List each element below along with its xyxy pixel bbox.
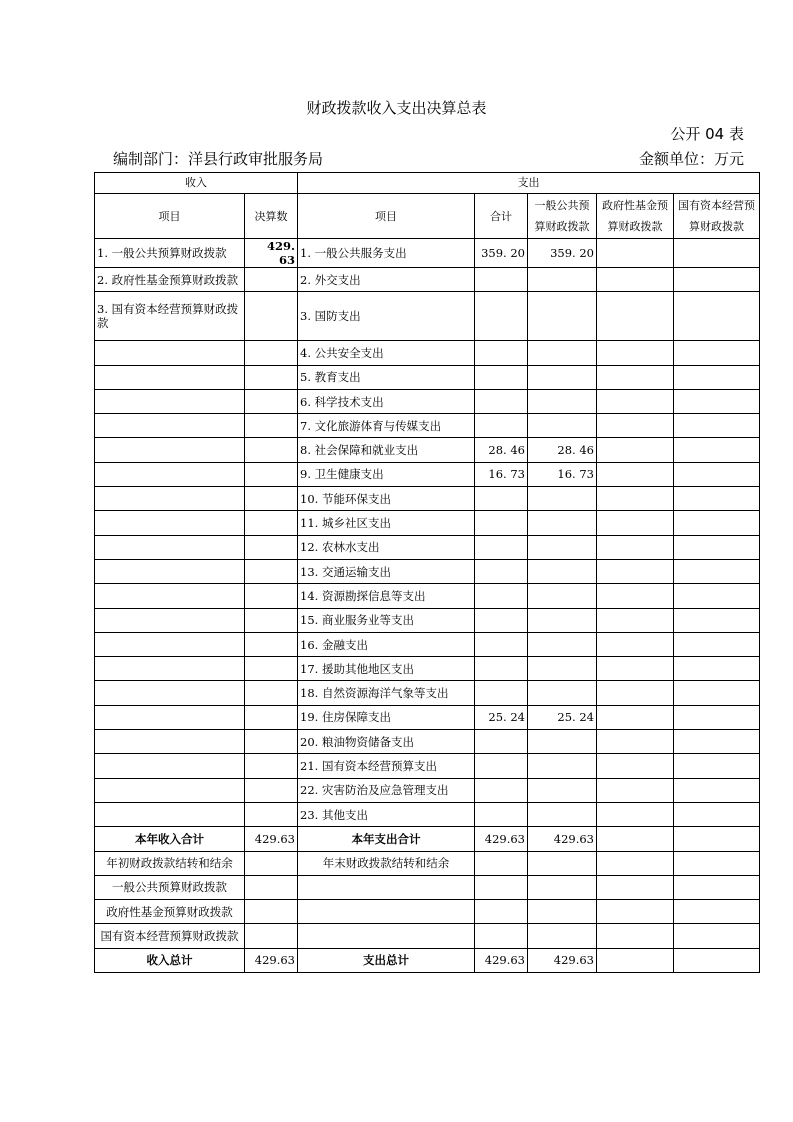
gov-fund-cell <box>597 341 674 365</box>
table-row <box>95 487 760 511</box>
income-amount-cell <box>245 778 298 802</box>
general-budget-cell <box>528 802 597 826</box>
expense-total-cell <box>475 341 528 365</box>
year-expense-total-amount: 429.63 <box>475 827 528 851</box>
gov-fund-cell <box>597 535 674 559</box>
e6 <box>674 875 760 899</box>
e5 <box>597 875 674 899</box>
year-income-total-label: 本年收入合计 <box>95 827 245 851</box>
gov-fund-cell <box>597 584 674 608</box>
gov-fund-cell <box>597 730 674 754</box>
expense-total-cell <box>475 535 528 559</box>
state-capital-cell <box>674 414 760 438</box>
carry-cap <box>674 851 760 875</box>
expense-item-cell: 13. 交通运输支出 <box>298 559 475 583</box>
income-item-cell <box>95 730 245 754</box>
income-item-cell <box>95 487 245 511</box>
grand-income-label: 收入总计 <box>95 948 245 972</box>
expense-item-cell: 11. 城乡社区支出 <box>298 511 475 535</box>
expense-total-cell: 25. 24 <box>475 705 528 729</box>
e5 <box>597 900 674 924</box>
form-number: 公开 04 表 <box>670 125 744 143</box>
gov-fund-cell <box>597 365 674 389</box>
expense-item-cell: 10. 节能环保支出 <box>298 487 475 511</box>
carry-fund <box>597 851 674 875</box>
state-capital-cell <box>674 462 760 486</box>
grand-total-row <box>95 948 760 972</box>
expense-total-cell <box>475 802 528 826</box>
table-row <box>95 730 760 754</box>
state-capital-cell <box>674 365 760 389</box>
carry-out-label: 年末财政拨款结转和结余 <box>298 851 475 875</box>
income-item-cell <box>95 584 245 608</box>
state-capital-cell <box>674 511 760 535</box>
expense-item-cell: 7. 文化旅游体育与传媒支出 <box>298 414 475 438</box>
e2 <box>298 900 475 924</box>
state-capital-cell <box>674 705 760 729</box>
year-income-total-amount: 429.63 <box>245 827 298 851</box>
expense-total-cell <box>475 608 528 632</box>
expense-total-cell: 28. 46 <box>475 438 528 462</box>
state-capital-cell <box>674 730 760 754</box>
e6 <box>674 924 760 948</box>
state-capital-cell <box>674 239 760 268</box>
general-budget-cell <box>528 730 597 754</box>
gov-fund-cell <box>597 239 674 268</box>
e4 <box>528 900 597 924</box>
general-budget-cell: 25. 24 <box>528 705 597 729</box>
year-total-row <box>95 827 760 851</box>
gov-fund-cell <box>597 438 674 462</box>
income-amount-cell <box>245 292 298 341</box>
table-row <box>95 754 760 778</box>
carry-fund-label: 政府性基金预算财政拨款 <box>95 900 245 924</box>
general-budget-cell <box>528 341 597 365</box>
e1 <box>245 900 298 924</box>
state-capital-cell <box>674 778 760 802</box>
income-amount-cell <box>245 802 298 826</box>
income-amount-cell <box>245 389 298 413</box>
expense-total-cell <box>475 268 528 292</box>
general-budget-cell <box>528 778 597 802</box>
table-row <box>95 239 760 268</box>
table-row <box>95 511 760 535</box>
expense-item-cell: 21. 国有资本经营预算支出 <box>298 754 475 778</box>
unit-label: 金额单位：万元 <box>638 150 744 168</box>
income-amount-cell <box>245 705 298 729</box>
carry-capital-label: 国有资本经营预算财政拨款 <box>95 924 245 948</box>
grand-general-total: 429.63 <box>528 948 597 972</box>
state-capital-cell <box>674 657 760 681</box>
gov-fund-cell <box>597 657 674 681</box>
expense-total-cell <box>475 754 528 778</box>
table-row <box>95 292 760 341</box>
income-item-cell <box>95 657 245 681</box>
expense-item-cell: 20. 粮油物资储备支出 <box>298 730 475 754</box>
e2 <box>298 924 475 948</box>
grand-expense-label: 支出总计 <box>298 948 475 972</box>
e4 <box>528 924 597 948</box>
state-capital-cell <box>674 268 760 292</box>
state-capital-cell <box>674 535 760 559</box>
income-item-cell <box>95 705 245 729</box>
state-capital-cell <box>674 292 760 341</box>
expense-item-cell: 12. 农林水支出 <box>298 535 475 559</box>
gov-fund-cell <box>597 559 674 583</box>
income-item-cell <box>95 389 245 413</box>
gov-fund-cell <box>597 292 674 341</box>
gov-fund-cell <box>597 268 674 292</box>
e3 <box>475 900 528 924</box>
state-capital-cell <box>674 754 760 778</box>
expense-total-cell <box>475 559 528 583</box>
table-row <box>95 802 760 826</box>
table-row <box>95 584 760 608</box>
general-budget-cell <box>528 268 597 292</box>
expense-total-cell <box>475 511 528 535</box>
income-item-cell: 2. 政府性基金预算财政拨款 <box>95 268 245 292</box>
carry-total <box>475 851 528 875</box>
state-capital-cell <box>674 559 760 583</box>
expense-item-cell: 23. 其他支出 <box>298 802 475 826</box>
state-capital-header: 国有资本经营预算财政拨款 <box>674 194 760 239</box>
expense-total-cell <box>475 657 528 681</box>
table-row <box>95 365 760 389</box>
expense-total-cell: 359. 20 <box>475 239 528 268</box>
income-item-cell: 3. 国有资本经营预算财政拨款 <box>95 292 245 341</box>
grand-income-amount: 429.63 <box>245 948 298 972</box>
income-amount-cell <box>245 438 298 462</box>
e1 <box>245 924 298 948</box>
grand-expense-total: 429.63 <box>475 948 528 972</box>
state-capital-cell <box>674 802 760 826</box>
income-amount-cell <box>245 632 298 656</box>
gov-fund-cell <box>597 389 674 413</box>
expense-item-cell: 17. 援助其他地区支出 <box>298 657 475 681</box>
budget-table <box>94 172 760 973</box>
department-label: 编制部门：洋县行政审批服务局 <box>113 150 324 168</box>
table-row <box>95 438 760 462</box>
carry-general-row <box>95 875 760 899</box>
income-amount-cell <box>245 462 298 486</box>
e6 <box>674 900 760 924</box>
income-item-cell <box>95 414 245 438</box>
grand-fund-total <box>597 948 674 972</box>
income-amount-cell <box>245 511 298 535</box>
expense-total-cell <box>475 414 528 438</box>
expense-item-cell: 3. 国防支出 <box>298 292 475 341</box>
e3 <box>475 875 528 899</box>
income-amount-cell <box>245 365 298 389</box>
state-capital-cell <box>674 681 760 705</box>
general-budget-cell: 359. 20 <box>528 239 597 268</box>
table-row <box>95 705 760 729</box>
income-amount-cell <box>245 487 298 511</box>
carry-row <box>95 851 760 875</box>
income-item-cell <box>95 778 245 802</box>
total-header: 合计 <box>475 194 528 239</box>
gov-fund-header: 政府性基金预算财政拨款 <box>597 194 674 239</box>
state-capital-cell <box>674 438 760 462</box>
income-item-header: 项目 <box>95 194 245 239</box>
income-item-cell <box>95 438 245 462</box>
income-item-cell <box>95 365 245 389</box>
table-row <box>95 657 760 681</box>
state-capital-cell <box>674 608 760 632</box>
income-amount-cell <box>245 559 298 583</box>
state-capital-cell <box>674 341 760 365</box>
general-budget-cell <box>528 632 597 656</box>
table-row <box>95 389 760 413</box>
gov-fund-cell <box>597 462 674 486</box>
state-capital-cell <box>674 487 760 511</box>
income-item-cell <box>95 511 245 535</box>
income-amount-cell <box>245 535 298 559</box>
general-budget-header: 一般公共预算财政拨款 <box>528 194 597 239</box>
expense-item-cell: 4. 公共安全支出 <box>298 341 475 365</box>
expense-total-cell <box>475 681 528 705</box>
carry-in-amount <box>245 851 298 875</box>
expense-header: 支出 <box>298 173 760 194</box>
general-budget-cell <box>528 559 597 583</box>
header-row-2 <box>95 194 760 239</box>
general-budget-cell <box>528 487 597 511</box>
general-budget-cell <box>528 414 597 438</box>
general-budget-cell <box>528 365 597 389</box>
general-budget-cell <box>528 681 597 705</box>
income-item-cell <box>95 341 245 365</box>
income-item-cell <box>95 462 245 486</box>
carry-in-label: 年初财政拨款结转和结余 <box>95 851 245 875</box>
income-item-cell <box>95 608 245 632</box>
general-budget-cell <box>528 657 597 681</box>
e3 <box>475 924 528 948</box>
expense-item-cell: 2. 外交支出 <box>298 268 475 292</box>
table-row <box>95 268 760 292</box>
gov-fund-cell <box>597 778 674 802</box>
general-budget-cell <box>528 389 597 413</box>
general-budget-cell <box>528 535 597 559</box>
income-amount-cell <box>245 657 298 681</box>
gov-fund-cell <box>597 632 674 656</box>
general-budget-cell <box>528 292 597 341</box>
e4 <box>528 875 597 899</box>
expense-item-cell: 18. 自然资源海洋气象等支出 <box>298 681 475 705</box>
income-amount-cell <box>245 730 298 754</box>
expense-total-cell <box>475 632 528 656</box>
gov-fund-cell <box>597 705 674 729</box>
table-row <box>95 462 760 486</box>
income-amount-cell: 429. 63 <box>245 239 298 268</box>
carry-fund-row <box>95 900 760 924</box>
expense-total-cell <box>475 778 528 802</box>
income-amount-cell <box>245 754 298 778</box>
expense-item-cell: 5. 教育支出 <box>298 365 475 389</box>
income-item-cell <box>95 535 245 559</box>
income-amount-cell <box>245 584 298 608</box>
expense-item-cell: 14. 资源勘探信息等支出 <box>298 584 475 608</box>
carry-gen <box>528 851 597 875</box>
gov-fund-cell <box>597 414 674 438</box>
income-item-cell: 1. 一般公共预算财政拨款 <box>95 239 245 268</box>
expense-total-cell <box>475 584 528 608</box>
income-header: 收入 <box>95 173 298 194</box>
expense-item-cell: 8. 社会保障和就业支出 <box>298 438 475 462</box>
general-budget-cell: 16. 73 <box>528 462 597 486</box>
expense-item-cell: 15. 商业服务业等支出 <box>298 608 475 632</box>
expense-item-cell: 22. 灾害防治及应急管理支出 <box>298 778 475 802</box>
final-amount-header: 决算数 <box>245 194 298 239</box>
expense-item-cell: 6. 科学技术支出 <box>298 389 475 413</box>
expense-total-cell <box>475 730 528 754</box>
income-item-cell <box>95 802 245 826</box>
expense-total-cell <box>475 389 528 413</box>
e1 <box>245 875 298 899</box>
gov-fund-cell <box>597 681 674 705</box>
general-budget-cell <box>528 511 597 535</box>
expense-total-cell <box>475 292 528 341</box>
table-row <box>95 681 760 705</box>
general-budget-cell <box>528 608 597 632</box>
general-budget-cell <box>528 584 597 608</box>
e5 <box>597 924 674 948</box>
expense-item-cell: 9. 卫生健康支出 <box>298 462 475 486</box>
expense-item-header: 项目 <box>298 194 475 239</box>
gov-fund-cell <box>597 511 674 535</box>
carry-capital-row <box>95 924 760 948</box>
state-capital-cell <box>674 389 760 413</box>
expense-item-cell: 1. 一般公共服务支出 <box>298 239 475 268</box>
table-row <box>95 414 760 438</box>
grand-capital-total <box>674 948 760 972</box>
income-amount-cell <box>245 268 298 292</box>
expense-total-cell <box>475 365 528 389</box>
year-expense-total-label: 本年支出合计 <box>298 827 475 851</box>
table-row <box>95 535 760 559</box>
state-capital-cell <box>674 632 760 656</box>
table-row <box>95 632 760 656</box>
expense-item-cell: 19. 住房保障支出 <box>298 705 475 729</box>
gov-fund-cell <box>597 608 674 632</box>
header-row-1 <box>95 173 760 194</box>
expense-total-cell <box>475 487 528 511</box>
income-amount-cell <box>245 341 298 365</box>
page-title: 财政拨款收入支出决算总表 <box>306 99 487 117</box>
gov-fund-cell <box>597 487 674 511</box>
expense-total-cell: 16. 73 <box>475 462 528 486</box>
year-capital-total-amount <box>674 827 760 851</box>
carry-general-label: 一般公共预算财政拨款 <box>95 875 245 899</box>
general-budget-cell <box>528 754 597 778</box>
income-item-cell <box>95 632 245 656</box>
income-item-cell <box>95 559 245 583</box>
gov-fund-cell <box>597 802 674 826</box>
income-item-cell <box>95 681 245 705</box>
expense-item-cell: 16. 金融支出 <box>298 632 475 656</box>
income-amount-cell <box>245 608 298 632</box>
e2 <box>298 875 475 899</box>
table-row <box>95 559 760 583</box>
income-item-cell <box>95 754 245 778</box>
year-fund-total-amount <box>597 827 674 851</box>
income-amount-cell <box>245 414 298 438</box>
income-amount-cell <box>245 681 298 705</box>
year-general-total-amount: 429.63 <box>528 827 597 851</box>
table-row <box>95 778 760 802</box>
gov-fund-cell <box>597 754 674 778</box>
general-budget-cell: 28. 46 <box>528 438 597 462</box>
state-capital-cell <box>674 584 760 608</box>
table-row <box>95 608 760 632</box>
table-row <box>95 341 760 365</box>
